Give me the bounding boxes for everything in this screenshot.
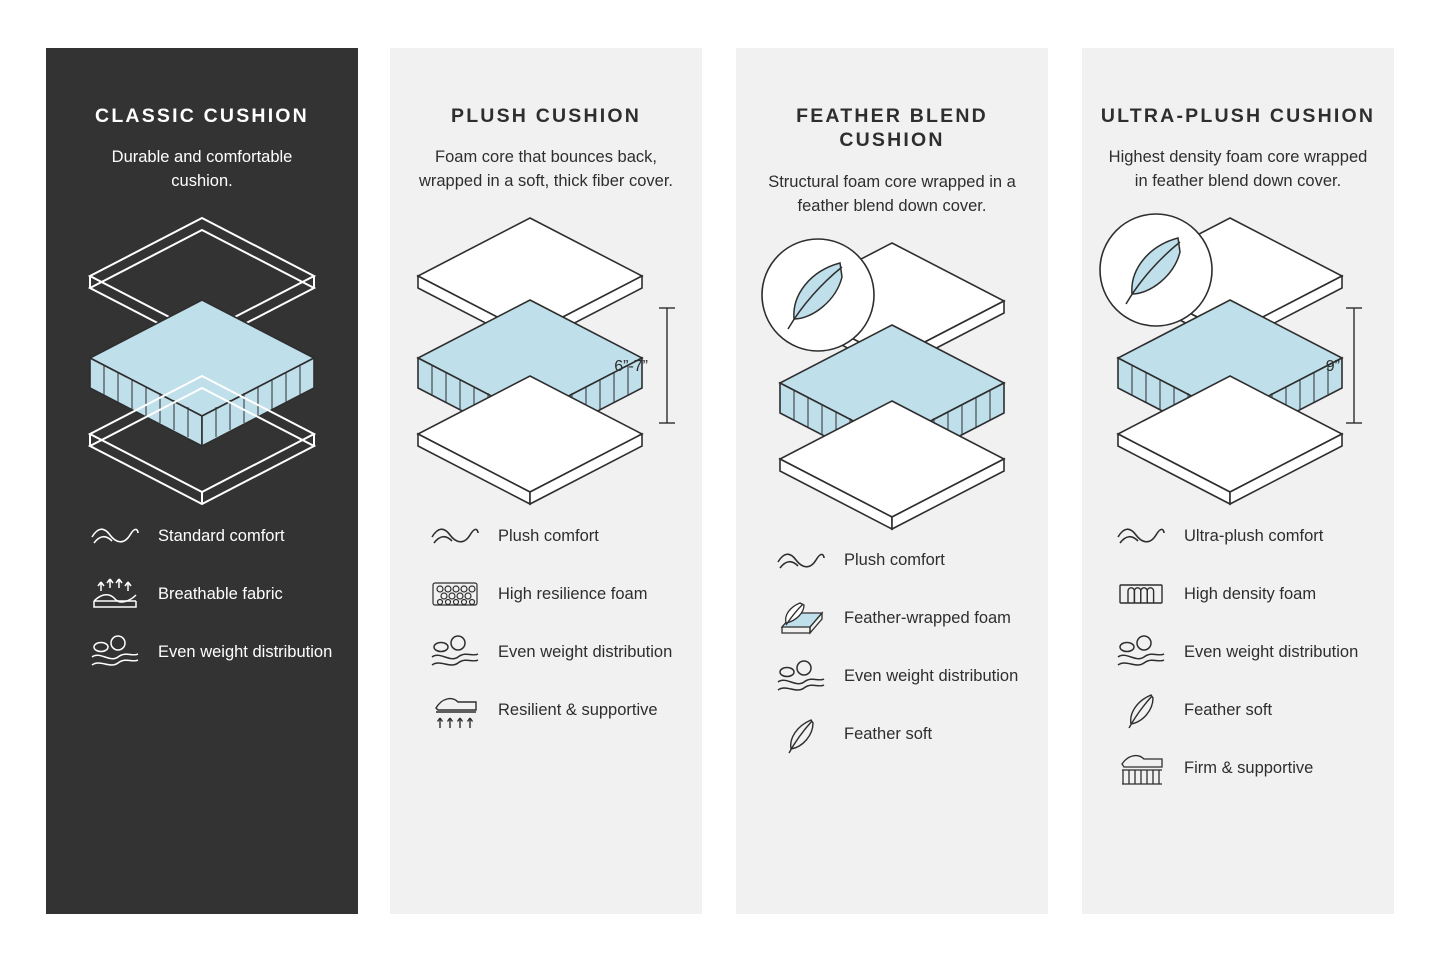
weight-distribution-icon xyxy=(772,657,830,697)
feature-item xyxy=(1112,514,1394,558)
card-description: Durable and comfortable cushion. xyxy=(111,148,293,191)
high-density-foam-icon xyxy=(1112,574,1170,614)
exploded-cushion-diagram xyxy=(390,208,702,508)
feather-badge xyxy=(762,239,874,351)
foam-core-layer xyxy=(90,300,314,446)
feature-list xyxy=(1082,514,1394,790)
feather-badge xyxy=(1100,214,1212,326)
feature-label: Feather soft xyxy=(844,725,933,744)
feature-label: High density foam xyxy=(1184,585,1317,604)
feature-list xyxy=(736,539,1048,757)
wave-icon xyxy=(86,516,144,556)
feature-label: High resilience foam xyxy=(498,585,648,604)
cushion-layers-illustration xyxy=(736,233,1048,533)
exploded-cushion-diagram xyxy=(736,233,1048,533)
weight-distribution-icon xyxy=(426,632,484,672)
feather-icon xyxy=(1112,690,1170,730)
feature-item xyxy=(772,713,1048,757)
feature-item xyxy=(86,572,358,616)
exploded-cushion-diagram xyxy=(46,208,358,508)
feature-item xyxy=(86,514,358,558)
feature-label: Plush comfort xyxy=(498,527,599,546)
card-title: CLASSIC CUSHION xyxy=(95,105,309,127)
dimension-label: 6”-7” xyxy=(614,358,648,376)
feature-label: Feather-wrapped foam xyxy=(844,609,1011,628)
dimension-label: 9” xyxy=(1325,358,1340,376)
feather-icon xyxy=(772,715,830,755)
cushion-card-ultra-plush xyxy=(1082,48,1394,914)
feature-label: Firm & supportive xyxy=(1184,759,1314,778)
honeycomb-foam-icon xyxy=(426,574,484,614)
wave-icon xyxy=(426,516,484,556)
feature-label: Resilient & supportive xyxy=(498,701,658,720)
feature-item xyxy=(426,630,702,674)
feature-item xyxy=(1112,630,1394,674)
feature-label: Even weight distribution xyxy=(844,667,1019,686)
card-description: Foam core that bounces back, wrapped in a soft, thick fiber cover. xyxy=(418,148,674,191)
feature-list xyxy=(390,514,702,732)
feature-label: Breathable fabric xyxy=(158,585,283,604)
feature-label: Even weight distribution xyxy=(1184,643,1359,662)
exploded-cushion-diagram xyxy=(1082,208,1394,508)
feature-label: Ultra-plush comfort xyxy=(1184,527,1324,546)
card-description: Highest density foam core wrapped in feather blend down cover. xyxy=(1108,148,1368,191)
cushion-layers-illustration xyxy=(1082,208,1394,508)
wave-icon xyxy=(1112,516,1170,556)
feature-item xyxy=(426,688,702,732)
weight-distribution-icon xyxy=(1112,632,1170,672)
cushion-layers-illustration xyxy=(46,208,358,508)
dimension-marker xyxy=(1346,308,1362,423)
feature-item xyxy=(86,630,358,674)
weight-distribution-icon xyxy=(86,632,144,672)
cushion-card-classic xyxy=(46,48,358,914)
card-description: Structural foam core wrapped in a feather blend down cover. xyxy=(768,172,1016,215)
feature-item xyxy=(426,514,702,558)
firm-support-icon xyxy=(1112,748,1170,788)
feature-label: Feather soft xyxy=(1184,701,1273,720)
feature-item xyxy=(772,539,1048,583)
feature-item xyxy=(772,655,1048,699)
resilient-support-icon xyxy=(426,690,484,730)
cushion-layers-illustration xyxy=(390,208,702,508)
card-title: FEATHER BLEND CUSHION xyxy=(796,105,988,152)
feature-list xyxy=(46,514,358,674)
cushion-card-feather-blend xyxy=(736,48,1048,914)
feature-label: Even weight distribution xyxy=(158,643,333,662)
breathable-fabric-icon xyxy=(86,574,144,614)
feature-item xyxy=(426,572,702,616)
feature-label: Standard comfort xyxy=(158,527,285,546)
feature-item xyxy=(772,597,1048,641)
wave-icon xyxy=(772,541,830,581)
feature-item xyxy=(1112,688,1394,732)
card-title: ULTRA-PLUSH CUSHION xyxy=(1100,105,1376,127)
feature-item xyxy=(1112,572,1394,616)
feature-label: Plush comfort xyxy=(844,551,945,570)
dimension-marker xyxy=(659,308,675,423)
card-title: PLUSH CUSHION xyxy=(450,105,642,127)
feature-label: Even weight distribution xyxy=(498,643,673,662)
feather-wrapped-foam-icon xyxy=(772,599,830,639)
feature-item xyxy=(1112,746,1394,790)
cushion-card-plush xyxy=(390,48,702,914)
